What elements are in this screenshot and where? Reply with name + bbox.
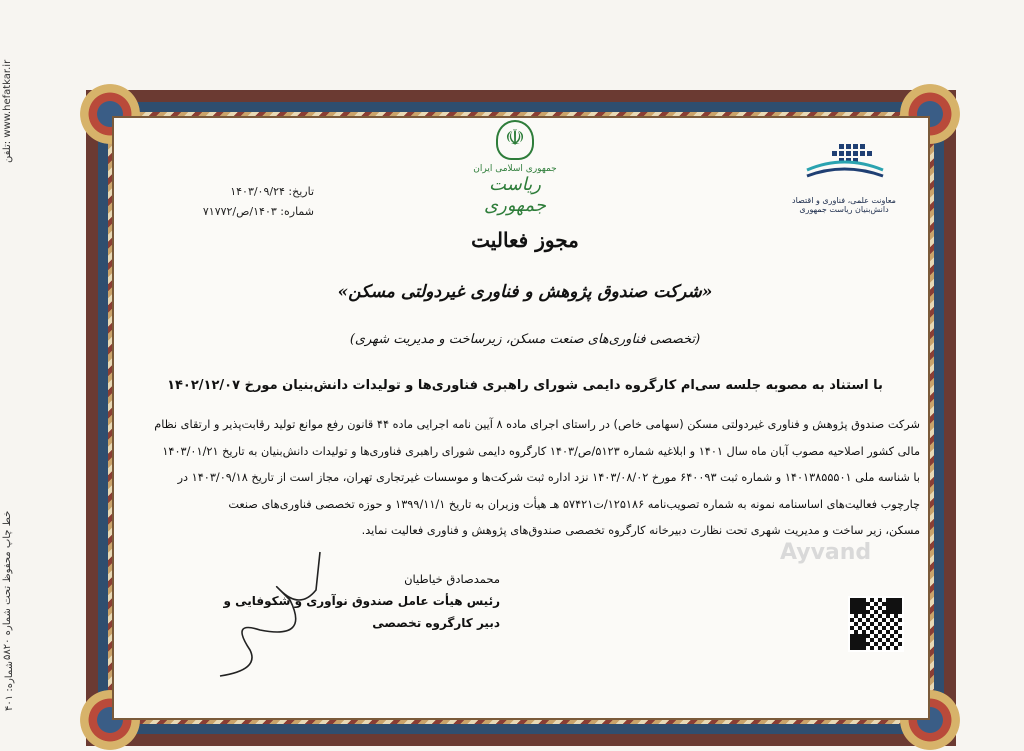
body-line: شرکت صندوق پژوهش و فناوری غیردولتی مسکن (سهامی خاص) در راستای اجرای ماده ۸ آیین نامه اجرایی ماده ۴۴ قانون رفع موانع تولید رقابت‌پذیر و ارتقای نظام — [154, 418, 920, 431]
company-specialty: (تخصصی فناوری‌های صنعت مسکن، زیرساخت و مدیریت شهری) — [349, 332, 701, 347]
date-number-block — [144, 182, 314, 222]
body-line: مسکن، زیر ساخت و مدیریت شهری تحت نظارت دبیرخانه کارگروه تخصصی صندوق‌های پژوهش و فناوری فعالیت نماید. — [361, 524, 920, 537]
signatory-role-1: رئیس هیأت عامل صندوق نوآوری و شکوفایی و — [223, 594, 500, 608]
number-label: شماره: — [280, 205, 314, 218]
certificate-content — [130, 120, 920, 710]
body-line: چارچوب فعالیت‌های اساسنامه نمونه به شماره تصویب‌نامه ۱۲۵۱۸۶/ت۵۷۴۲۱ هـ هیأت وزیران به تاریخ ۱۳۹۹/۱۱/۱ و حوزه تخصصی فناوری‌های صنعت — [228, 497, 920, 511]
agency-logo-icon — [799, 140, 889, 184]
company-name: «شرکت صندوق پژوهش و فناوری غیردولتی مسکن» — [337, 282, 713, 302]
emblem-country: جمهوری اسلامی ایران — [473, 164, 557, 174]
number-line — [144, 202, 314, 222]
emblem-presidency: ریاست جمهوری — [484, 174, 546, 216]
agency-logo-caption: معاونت علمی، فناوری و اقتصاد دانش‌بنیان ریاست جمهوری — [792, 196, 896, 214]
margin-note-bottom: تلفن: www.hefatkar.ir — [2, 60, 13, 164]
agency-logo — [784, 140, 904, 220]
iran-emblem-icon: ☫ — [496, 120, 534, 160]
body-line: با شناسه ملی ۱۴۰۱۳۸۵۵۵۰۱ و شماره ثبت ۶۴۰۰۹۳ مورخ ۱۴۰۳/۰۸/۰۲ نزد اداره ثبت شرکت‌ها و موسسات غیرتجاری تهران، مجاز است از تاریخ ۱۴۰۳/۰۹/۱۸ در — [177, 471, 920, 484]
legal-basis: با استناد به مصوبه جلسه سی‌ام کارگروه دایمی شورای راهبری فناوری‌ها و تولیدات دانش‌بنیان مورخ ۱۴۰۲/۱۲/۰۷ — [167, 378, 883, 393]
qr-code-icon — [848, 596, 904, 652]
number-value: ۱۴۰۳/ص/۷۱۷۷۲ — [202, 205, 277, 218]
signatory-name: محمدصادق خیاطیان — [404, 572, 500, 586]
body-line: مالی کشور اصلاحیه مصوب آبان ماه سال ۱۴۰۱ و ابلاغیه شماره ۵۱۲۳/ص/۱۴۰۳ کارگروه دایمی شورای راهبری فناوری‌ها و تولیدات دانش‌بنیان به تاریخ ۱۴۰۳/۰۱/۲۱ — [162, 444, 920, 458]
presidency-emblem — [460, 120, 570, 216]
certificate-body — [130, 412, 920, 545]
left-margin-print-note — [2, 60, 22, 660]
date-label: تاریخ: — [288, 185, 314, 198]
margin-note-top: خط چاپ محفوظ تحت شماره ۵۸۲۰ — [2, 510, 13, 660]
date-line — [144, 182, 314, 202]
serial-number: شماره: ۴۰۱ — [4, 661, 15, 711]
watermark: Ayvand — [780, 540, 872, 565]
certificate-title: مجوز فعالیت — [471, 228, 579, 252]
date-value: ۱۴۰۳/۰۹/۲۴ — [230, 185, 285, 198]
signatory-block — [200, 568, 500, 634]
signatory-role-2: دبیر کارگروه تخصصی — [372, 616, 500, 630]
